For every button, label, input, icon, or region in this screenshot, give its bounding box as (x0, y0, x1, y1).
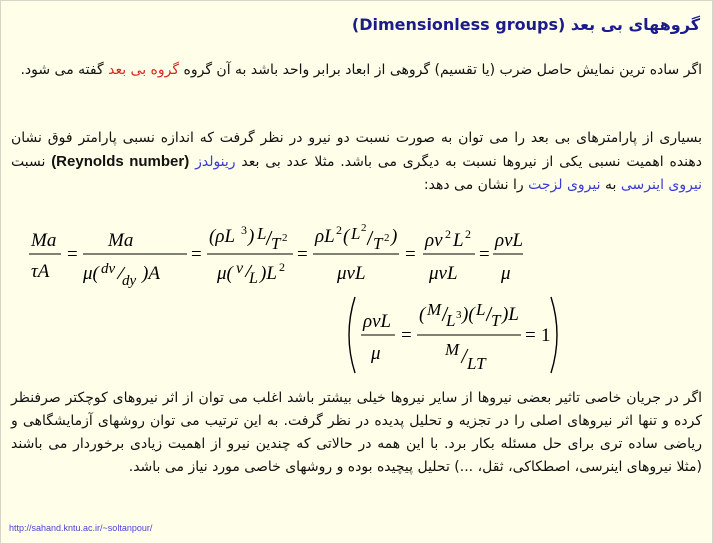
paragraph-reynolds (11, 127, 702, 197)
term-viscous-force: نیروی لزجت (528, 177, 601, 193)
svg-text:L: L (476, 300, 486, 319)
para2-text-3: به (600, 177, 621, 193)
svg-text:ρL: ρL (315, 226, 335, 247)
svg-text:μ: μ (501, 263, 511, 284)
para1-text-2: گفته می شود. (20, 62, 109, 78)
svg-text:L: L (351, 224, 361, 243)
svg-text:(: ( (419, 304, 426, 325)
term-dimensionless-group: گروه بی بعد (108, 62, 180, 78)
svg-text:3: 3 (456, 309, 462, 321)
svg-text:dy: dy (122, 273, 137, 289)
svg-text:μ: μ (371, 343, 381, 364)
term-reynolds-fa: رینولدز (195, 154, 236, 170)
svg-text:Ma: Ma (31, 230, 57, 251)
svg-text:T: T (491, 311, 501, 330)
svg-text:L: L (257, 224, 267, 243)
svg-text:M: M (427, 300, 442, 319)
svg-text:LT: LT (467, 354, 486, 373)
svg-text:T: T (373, 234, 383, 253)
svg-text:=: = (191, 244, 202, 265)
svg-text:=: = (297, 244, 308, 265)
svg-text:2: 2 (361, 222, 367, 234)
svg-text:L: L (453, 230, 464, 251)
svg-text:)L: )L (502, 304, 519, 325)
svg-text:): ) (391, 226, 398, 247)
footer-url-link[interactable]: http://sahand.kntu.ac.ir/~soltanpour/ (9, 523, 153, 533)
svg-text:ρvL: ρvL (495, 230, 524, 251)
svg-text:)L: )L (260, 263, 277, 284)
para2-text-2: نسبت (11, 154, 52, 170)
paragraph-force-dominance: اگر در جریان خاصی تاثیر بعضی نیروها از سایر نیروها خیلی بیشتر باشد اغلب می توان از اثر نیروهای کوچکتر صرفنظر کرده و تنها اثر نیروهای اصلی را در تجزیه و تحلیل پدیده در نظر گرفت. به این ترتیب می توان روشهای آزمایشگاهی و ریاضی ساده تری برای حل مسئله بکار برد. با این همه در حالاتی که چندین نیرو از اهمیت زیادی برخوردار می باشند (مثلا نیروهای اینرسی، اصطکاکی، ثقل، ...) تحلیل پیچیده بوده و روشهای خاصی مورد نیاز می باشد. (11, 390, 702, 475)
svg-text:)(: )( (462, 304, 475, 325)
svg-text:=: = (525, 325, 536, 346)
svg-text:M: M (445, 340, 460, 359)
equation-reynolds-derivation (25, 215, 525, 296)
svg-text:L: L (249, 270, 258, 287)
para2-text-4: را نشان می دهد: (423, 177, 529, 193)
term-inertia-force: نیروی اینرسی (620, 177, 702, 193)
svg-text:τA: τA (31, 261, 50, 282)
svg-text:2: 2 (445, 227, 451, 241)
svg-text:Ma: Ma (108, 230, 134, 251)
svg-text:T: T (271, 234, 281, 253)
svg-text:=: = (67, 244, 78, 265)
svg-text:3: 3 (241, 223, 247, 237)
para2-text-1: بسیاری از پارامترهای بی بعد را می توان به صورت نسبت دو نیرو در نظر گرفت که اندازه نسبی پارامتر فوق نشان دهنده اهمیت نسبی یکی از نیروها نسبت به دیگری می باشد. مثلا عدد بی بعد (11, 130, 703, 170)
svg-text:): ) (248, 226, 255, 247)
svg-text:2: 2 (279, 260, 285, 274)
para1-text-1: اگر ساده ترین نمایش حاصل ضرب (یا تقسیم) گروهی از ابعاد برابر واحد باشد به آن گروه (179, 62, 702, 78)
svg-text:(: ( (343, 226, 350, 247)
svg-text:=: = (479, 244, 490, 265)
svg-text:ρvL: ρvL (363, 311, 392, 332)
svg-text:μ(: μ( (83, 263, 99, 284)
svg-text:dv: dv (101, 261, 116, 277)
svg-text:2: 2 (282, 232, 288, 244)
svg-text:1: 1 (541, 325, 551, 346)
svg-text:(ρL: (ρL (209, 226, 236, 247)
equation-dimension-check (345, 293, 561, 382)
term-reynolds-en: (Reynolds number) (51, 153, 190, 170)
svg-text:μvL: μvL (429, 263, 458, 284)
svg-text:2: 2 (384, 232, 390, 244)
svg-text:v: v (236, 260, 244, 277)
svg-text:μ(: μ( (217, 263, 233, 284)
svg-text:2: 2 (465, 227, 471, 241)
svg-text:ρv: ρv (425, 230, 443, 251)
svg-text:L: L (446, 311, 456, 330)
paragraph-definition (11, 59, 702, 82)
svg-text:=: = (405, 244, 416, 265)
svg-text:μvL: μvL (337, 263, 366, 284)
svg-text:2: 2 (336, 223, 342, 237)
svg-text:)A: )A (142, 263, 160, 284)
slide-title: گروههای بی بعد (Dimensionless groups) (351, 15, 700, 34)
svg-text:=: = (401, 325, 412, 346)
